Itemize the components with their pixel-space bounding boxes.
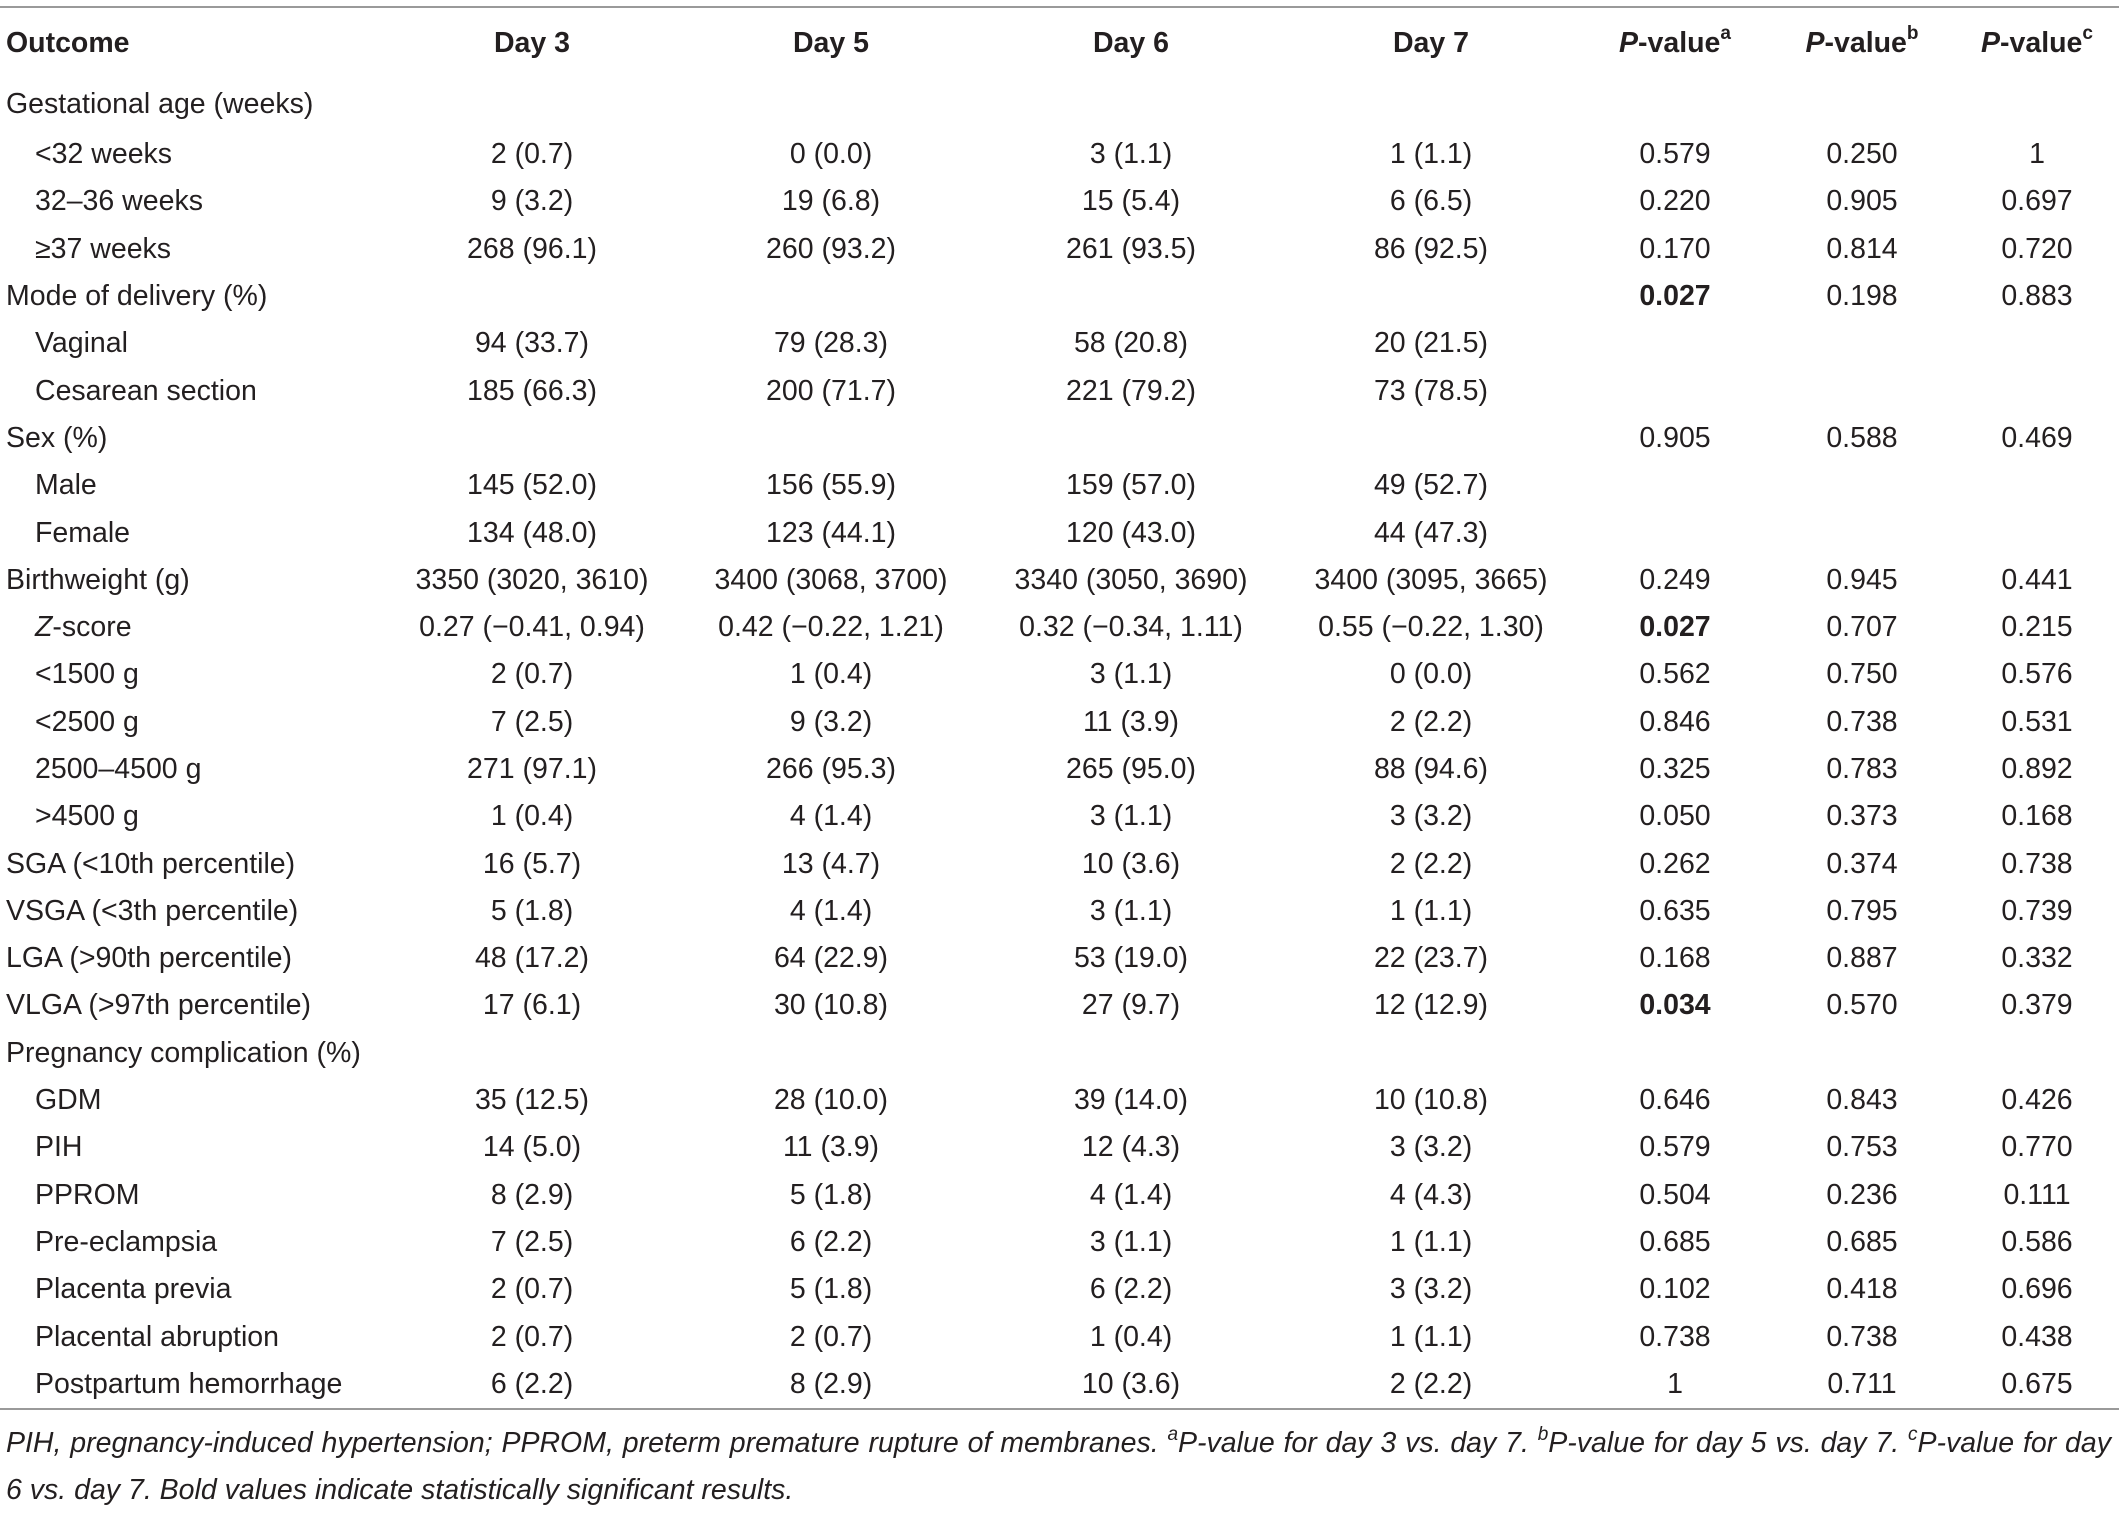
p-sup-a: a (1720, 23, 1731, 44)
header-row (0, 8, 2119, 78)
row-label: >4500 g (35, 800, 139, 833)
footnote-a: P-value for day 3 vs. day 7. (1178, 1427, 1538, 1460)
cell-day7: 4 (4.3) (1389, 1178, 1473, 1211)
cell-pvalue-a (1581, 462, 1769, 509)
cell-day5: 8 (2.9) (789, 1367, 873, 1400)
cell-pvalue-a: 0.262 (1639, 847, 1711, 880)
cell-day3: 1 (0.4) (490, 800, 574, 833)
table-body (0, 78, 2119, 1408)
cell-pvalue-b (1769, 1030, 1955, 1077)
cell-day6: 3 (1.1) (1089, 138, 1173, 171)
table-figure (0, 6, 2119, 1514)
table-row (0, 320, 2119, 367)
cell-pvalue-a: 0.249 (1639, 563, 1711, 596)
cell-pvalue-a: 0.846 (1639, 705, 1711, 738)
footnote-c: P-value for day 6 vs. day 7. Bold values indicate statistically significant results. (6, 1427, 2111, 1507)
table-row (0, 746, 2119, 793)
table-row (0, 793, 2119, 840)
cell-day3 (383, 273, 681, 320)
table-row (0, 131, 2119, 178)
table-row (0, 1361, 2119, 1408)
cell-pvalue-b: 0.198 (1826, 280, 1898, 313)
cell-day6 (981, 78, 1281, 131)
header-pvalue-c (1955, 8, 2119, 78)
footnote-sup-b: b (1537, 1423, 1549, 1445)
table-row (0, 1266, 2119, 1313)
cell-day7: 3 (3.2) (1389, 1131, 1473, 1164)
cell-day5: 4 (1.4) (789, 894, 873, 927)
cell-day7: 1 (1.1) (1389, 1320, 1473, 1353)
row-label: Gestational age (weeks) (6, 88, 314, 120)
cell-pvalue-c: 0.576 (2001, 658, 2073, 691)
cell-day6 (981, 415, 1281, 462)
cell-day7 (1281, 78, 1581, 131)
table-row (0, 840, 2119, 887)
cell-day3: 94 (33.7) (474, 327, 590, 360)
cell-day5: 28 (10.0) (773, 1084, 889, 1117)
p-italic: P (1619, 26, 1639, 59)
cell-pvalue-b: 0.795 (1826, 894, 1898, 927)
cell-day7: 88 (94.6) (1373, 753, 1489, 785)
cell-pvalue-a (1581, 367, 1769, 414)
footnote-sup-c: c (1907, 1423, 1918, 1445)
cell-day3: 271 (97.1) (467, 753, 597, 785)
cell-pvalue-b (1769, 367, 1955, 414)
p-suffix: -value (1824, 26, 1907, 59)
row-label: VSGA (<3th percentile) (6, 894, 299, 927)
header-pvalue-b (1769, 8, 1955, 78)
cell-pvalue-a: 1 (1667, 1367, 1683, 1400)
row-label: Postpartum hemorrhage (35, 1367, 343, 1400)
cell-day5: 156 (55.9) (766, 469, 896, 502)
cell-day5: 0 (0.0) (789, 138, 873, 171)
cell-day5: 9 (3.2) (789, 705, 873, 738)
cell-day5: 6 (2.2) (789, 1225, 873, 1258)
cell-pvalue-c: 0.332 (2001, 942, 2073, 975)
table-row (0, 178, 2119, 225)
cell-day6: 10 (3.6) (1081, 847, 1181, 880)
cell-day5: 2 (0.7) (789, 1320, 873, 1353)
row-label: <2500 g (35, 705, 139, 738)
cell-day6: 11 (3.9) (1082, 705, 1180, 738)
table-row (0, 1030, 2119, 1077)
row-label (0, 604, 383, 651)
cell-day3: 7 (2.5) (490, 705, 574, 738)
cell-day3: 9 (3.2) (490, 185, 574, 218)
table-row (0, 982, 2119, 1029)
footnote-sup-a: a (1167, 1423, 1179, 1445)
p-sup-b: b (1906, 23, 1919, 44)
cell-pvalue-c: 0.215 (2001, 611, 2073, 644)
cell-day7: 1 (1.1) (1389, 138, 1473, 171)
cell-pvalue-a: 0.579 (1639, 1131, 1711, 1164)
cell-day6: 10 (3.6) (1081, 1367, 1181, 1400)
cell-day5 (681, 415, 981, 462)
cell-pvalue-a: 0.034 (1639, 989, 1711, 1022)
table-row (0, 1124, 2119, 1171)
cell-day5 (681, 78, 981, 131)
cell-pvalue-a: 0.562 (1639, 658, 1711, 691)
cell-day5 (681, 273, 981, 320)
cell-day3: 145 (52.0) (467, 469, 597, 502)
cell-pvalue-c: 0.697 (2001, 185, 2073, 218)
row-label: Cesarean section (35, 374, 257, 407)
cell-day6: 1 (0.4) (1089, 1320, 1173, 1353)
table-row (0, 1172, 2119, 1219)
header-day6: Day 6 (1092, 26, 1170, 59)
cell-pvalue-b: 0.707 (1826, 611, 1898, 644)
cell-day5: 0.42 (−0.22, 1.21) (718, 611, 944, 644)
row-label: Mode of delivery (%) (6, 280, 268, 313)
cell-day5: 64 (22.9) (773, 942, 889, 975)
cell-pvalue-a: 0.050 (1639, 800, 1711, 833)
cell-day3: 185 (66.3) (467, 374, 597, 407)
cell-pvalue-c: 0.738 (2001, 847, 2073, 880)
cell-day6: 4 (1.4) (1089, 1178, 1173, 1211)
header-day3: Day 3 (493, 26, 571, 59)
cell-pvalue-a (1581, 509, 1769, 556)
table-row (0, 1077, 2119, 1124)
footnote-abbrev: PIH, pregnancy-induced hypertension; PPROM, preterm premature rupture of membranes. (6, 1427, 1168, 1460)
cell-pvalue-a: 0.579 (1639, 138, 1711, 171)
row-label: 32–36 weeks (35, 185, 203, 218)
cell-pvalue-a: 0.170 (1639, 232, 1711, 265)
cell-day6: 3 (1.1) (1089, 658, 1173, 691)
cell-day6: 120 (43.0) (1066, 516, 1196, 549)
cell-day3: 134 (48.0) (467, 516, 597, 549)
footnote-b: P-value for day 5 vs. day 7. (1548, 1427, 1908, 1460)
cell-pvalue-c: 0.696 (2001, 1273, 2073, 1306)
row-label-italic: Z (35, 611, 53, 644)
cell-pvalue-a: 0.220 (1639, 185, 1711, 218)
cell-day3: 2 (0.7) (490, 1320, 574, 1353)
cell-day3: 17 (6.1) (482, 989, 582, 1022)
cell-day7 (1281, 273, 1581, 320)
cell-day6 (981, 1030, 1281, 1077)
table-footnote (0, 1410, 2117, 1514)
cell-pvalue-a: 0.027 (1639, 280, 1711, 313)
cell-pvalue-b: 0.738 (1826, 705, 1898, 738)
table-row (0, 273, 2119, 320)
p-suffix: -value (1638, 26, 1721, 59)
cell-day3: 6 (2.2) (490, 1367, 574, 1400)
header-pvalue-a (1581, 8, 1769, 78)
row-label: Female (35, 516, 131, 549)
cell-day7: 86 (92.5) (1373, 232, 1489, 265)
cell-pvalue-c: 0.111 (2003, 1178, 2071, 1211)
cell-pvalue-a: 0.325 (1639, 753, 1711, 785)
cell-pvalue-b: 0.373 (1826, 800, 1898, 833)
cell-day5: 19 (6.8) (781, 185, 881, 218)
cell-day6: 159 (57.0) (1066, 469, 1196, 502)
cell-day6: 27 (9.7) (1081, 989, 1181, 1022)
cell-pvalue-a: 0.635 (1639, 894, 1711, 927)
row-label: PPROM (35, 1178, 140, 1211)
table-row (0, 604, 2119, 651)
cell-day7: 1 (1.1) (1389, 894, 1473, 927)
cell-pvalue-b: 0.905 (1826, 185, 1898, 218)
table-row (0, 1219, 2119, 1266)
row-label: LGA (>90th percentile) (6, 942, 292, 975)
p-italic: P (1805, 26, 1825, 59)
cell-pvalue-c (1955, 1030, 2119, 1077)
cell-day3: 268 (96.1) (467, 232, 597, 265)
table-row (0, 557, 2119, 604)
table-row (0, 367, 2119, 414)
cell-pvalue-b: 0.750 (1826, 658, 1898, 691)
cell-pvalue-a: 0.168 (1639, 942, 1711, 975)
cell-day3: 2 (0.7) (490, 138, 574, 171)
cell-pvalue-a (1581, 1030, 1769, 1077)
cell-day5: 13 (4.7) (781, 847, 881, 880)
cell-day5: 79 (28.3) (773, 327, 889, 360)
cell-day7: 49 (52.7) (1373, 469, 1489, 502)
cell-day3: 16 (5.7) (482, 847, 582, 880)
cell-pvalue-c: 0.168 (2001, 800, 2073, 833)
cell-day3: 0.27 (−0.41, 0.94) (419, 611, 645, 644)
cell-day5: 1 (0.4) (789, 658, 873, 691)
cell-pvalue-c: 0.675 (2001, 1367, 2073, 1400)
cell-day7: 3 (3.2) (1389, 800, 1473, 833)
cell-pvalue-b: 0.374 (1826, 847, 1898, 880)
cell-pvalue-c: 0.720 (2001, 232, 2073, 265)
row-label: VLGA (>97th percentile) (6, 989, 311, 1022)
cell-day6: 0.32 (−0.34, 1.11) (1019, 611, 1243, 644)
cell-day7: 10 (10.8) (1373, 1084, 1489, 1117)
cell-pvalue-c: 0.438 (2001, 1320, 2073, 1353)
table-row (0, 462, 2119, 509)
cell-day7: 44 (47.3) (1373, 516, 1489, 549)
cell-day3 (383, 78, 681, 131)
row-label: ≥37 weeks (35, 232, 172, 265)
cell-pvalue-a: 0.504 (1639, 1178, 1711, 1211)
cell-day3: 2 (0.7) (490, 1273, 574, 1306)
cell-day3: 5 (1.8) (490, 894, 574, 927)
cell-day6 (981, 273, 1281, 320)
cell-pvalue-a: 0.738 (1639, 1320, 1711, 1353)
cell-pvalue-c: 1 (2029, 138, 2045, 171)
cell-day5 (681, 1030, 981, 1077)
cell-pvalue-b: 0.236 (1826, 1178, 1898, 1211)
table-row (0, 415, 2119, 462)
cell-day7: 1 (1.1) (1389, 1225, 1473, 1258)
row-label: Pregnancy complication (%) (6, 1036, 361, 1069)
cell-day6: 58 (20.8) (1073, 327, 1189, 360)
table-row (0, 1313, 2119, 1360)
cell-day7: 2 (2.2) (1389, 705, 1473, 738)
cell-pvalue-b (1769, 78, 1955, 131)
cell-day6: 3 (1.1) (1089, 800, 1173, 833)
cell-pvalue-b: 0.738 (1826, 1320, 1898, 1353)
cell-pvalue-b: 0.570 (1826, 989, 1898, 1022)
cell-pvalue-b: 0.711 (1827, 1367, 1897, 1400)
header-day5: Day 5 (792, 26, 870, 59)
table-row (0, 651, 2119, 698)
row-label: PIH (35, 1131, 83, 1164)
cell-day7: 20 (21.5) (1373, 327, 1489, 360)
row-label: Birthweight (g) (6, 563, 190, 596)
cell-pvalue-c (1955, 462, 2119, 509)
p-suffix: -value (2000, 26, 2083, 59)
cell-pvalue-b: 0.250 (1826, 138, 1898, 171)
cell-pvalue-b (1769, 462, 1955, 509)
cell-day5: 260 (93.2) (766, 232, 896, 265)
cell-pvalue-b: 0.418 (1826, 1273, 1898, 1306)
cell-day7: 3400 (3095, 3665) (1314, 563, 1548, 596)
row-label: <1500 g (35, 658, 139, 691)
cell-pvalue-b: 0.814 (1826, 232, 1898, 265)
row-label: Male (35, 469, 97, 502)
row-label: Vaginal (35, 327, 128, 360)
cell-day7: 12 (12.9) (1373, 989, 1489, 1022)
cell-day5: 5 (1.8) (789, 1273, 873, 1306)
cell-day7: 0.55 (−0.22, 1.30) (1318, 611, 1544, 644)
cell-day7: 6 (6.5) (1389, 185, 1473, 218)
cell-pvalue-c: 0.739 (2001, 894, 2073, 927)
cell-pvalue-a: 0.646 (1639, 1084, 1711, 1117)
cell-pvalue-b: 0.588 (1826, 421, 1898, 454)
cell-pvalue-a: 0.905 (1639, 421, 1711, 454)
cell-day6: 15 (5.4) (1081, 185, 1181, 218)
cell-day6: 3 (1.1) (1089, 894, 1173, 927)
cell-day3: 35 (12.5) (474, 1084, 590, 1117)
cell-day6: 3340 (3050, 3690) (1014, 563, 1248, 596)
cell-pvalue-c: 0.531 (2001, 705, 2073, 738)
cell-pvalue-c: 0.770 (2001, 1131, 2073, 1164)
cell-day7 (1281, 415, 1581, 462)
p-sup-c: c (2082, 23, 2093, 44)
cell-pvalue-a: 0.102 (1639, 1273, 1711, 1306)
row-label: Pre-eclampsia (35, 1225, 218, 1258)
cell-pvalue-b: 0.945 (1826, 563, 1898, 596)
row-label: 2500–4500 g (35, 753, 202, 785)
row-label: Sex (%) (6, 421, 108, 454)
cell-pvalue-c (1955, 367, 2119, 414)
cell-day3: 7 (2.5) (490, 1225, 574, 1258)
cell-day7: 2 (2.2) (1389, 1367, 1473, 1400)
row-label: Placenta previa (35, 1273, 232, 1306)
outcomes-table (0, 8, 2119, 1408)
cell-pvalue-a: 0.027 (1639, 611, 1711, 644)
cell-day7: 73 (78.5) (1373, 374, 1489, 407)
cell-day6: 265 (95.0) (1066, 753, 1196, 785)
cell-day5: 3400 (3068, 3700) (714, 563, 948, 596)
cell-pvalue-a: 0.685 (1639, 1225, 1711, 1258)
cell-pvalue-b: 0.887 (1826, 942, 1898, 975)
cell-pvalue-b: 0.753 (1826, 1131, 1898, 1164)
cell-pvalue-a (1581, 320, 1769, 367)
cell-day6: 221 (79.2) (1066, 374, 1196, 407)
cell-day6: 3 (1.1) (1089, 1225, 1173, 1258)
table-row (0, 78, 2119, 131)
cell-pvalue-c: 0.426 (2001, 1084, 2073, 1117)
cell-day3: 3350 (3020, 3610) (415, 563, 649, 596)
cell-pvalue-c: 0.586 (2001, 1225, 2073, 1258)
cell-day7: 2 (2.2) (1389, 847, 1473, 880)
cell-pvalue-c: 0.379 (2001, 989, 2073, 1022)
cell-day5: 30 (10.8) (773, 989, 889, 1022)
cell-day3 (383, 1030, 681, 1077)
cell-day7: 22 (23.7) (1373, 942, 1489, 975)
cell-day3: 8 (2.9) (490, 1178, 574, 1211)
cell-day5: 200 (71.7) (766, 374, 896, 407)
cell-pvalue-c (1955, 509, 2119, 556)
row-label: GDM (35, 1084, 102, 1117)
cell-day6: 12 (4.3) (1081, 1131, 1181, 1164)
cell-day3: 14 (5.0) (482, 1131, 582, 1164)
cell-pvalue-c: 0.892 (2001, 753, 2073, 785)
cell-pvalue-c (1955, 78, 2119, 131)
table-row (0, 935, 2119, 982)
cell-pvalue-b: 0.783 (1826, 753, 1898, 785)
cell-pvalue-c: 0.441 (2001, 563, 2073, 596)
p-italic: P (1981, 26, 2001, 59)
cell-day7: 3 (3.2) (1389, 1273, 1473, 1306)
cell-day7: 0 (0.0) (1389, 658, 1473, 691)
cell-day7 (1281, 1030, 1581, 1077)
table-row (0, 699, 2119, 746)
cell-pvalue-b (1769, 320, 1955, 367)
table-row (0, 888, 2119, 935)
cell-day5: 4 (1.4) (789, 800, 873, 833)
row-label-suffix: -score (52, 611, 132, 644)
cell-day6: 6 (2.2) (1089, 1273, 1173, 1306)
cell-day5: 5 (1.8) (789, 1178, 873, 1211)
table-row (0, 509, 2119, 556)
cell-day3: 48 (17.2) (474, 942, 590, 975)
row-label: Placental abruption (35, 1320, 280, 1353)
cell-pvalue-a (1581, 78, 1769, 131)
header-outcome: Outcome (6, 26, 130, 59)
cell-day6: 261 (93.5) (1066, 232, 1196, 265)
cell-day6: 53 (19.0) (1073, 942, 1189, 975)
cell-pvalue-b: 0.843 (1826, 1084, 1898, 1117)
row-label: SGA (<10th percentile) (6, 847, 296, 880)
table-row (0, 226, 2119, 273)
cell-pvalue-b: 0.685 (1826, 1225, 1898, 1258)
header-day7: Day 7 (1392, 26, 1470, 59)
cell-day5: 123 (44.1) (766, 516, 896, 549)
cell-day5: 266 (95.3) (766, 753, 896, 785)
row-label: <32 weeks (35, 138, 173, 171)
cell-pvalue-c: 0.469 (2001, 421, 2073, 454)
cell-day5: 11 (3.9) (782, 1131, 880, 1164)
cell-day3: 2 (0.7) (490, 658, 574, 691)
cell-day3 (383, 415, 681, 462)
cell-pvalue-c: 0.883 (2001, 280, 2073, 313)
cell-day6: 39 (14.0) (1073, 1084, 1189, 1117)
cell-pvalue-c (1955, 320, 2119, 367)
cell-pvalue-b (1769, 509, 1955, 556)
